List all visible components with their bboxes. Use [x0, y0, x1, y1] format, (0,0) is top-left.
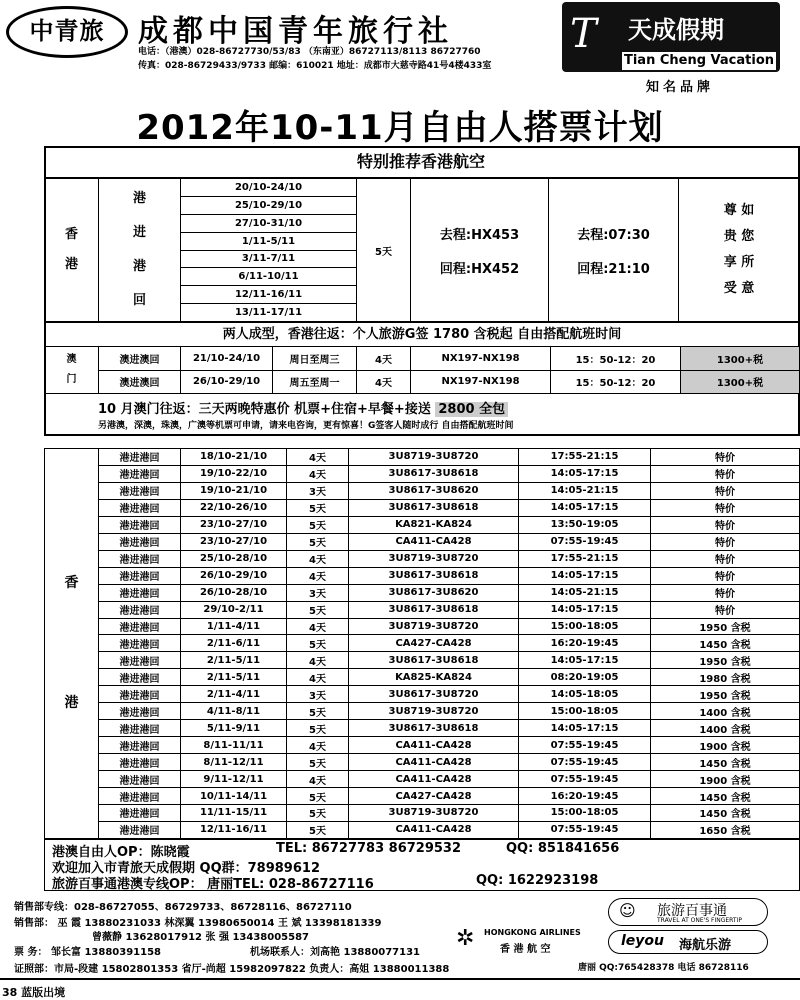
price-cell: 1450 含税 — [651, 754, 800, 771]
time-cell: 14:05-17:15 — [519, 567, 651, 584]
days-cell: 5天 — [287, 703, 349, 720]
route-cell: 港进港回 — [99, 584, 181, 601]
brand-cn: 天成假期 — [628, 15, 724, 44]
date-cell: 23/10-27/10 — [181, 516, 287, 533]
flight-cell: NX197-NX198 — [411, 347, 551, 371]
flight-cell: CA411-CA428 — [349, 771, 519, 788]
flight-cell: 3U8719-3U8720 — [349, 449, 519, 466]
days-cell: 5天 — [287, 516, 349, 533]
route-cell: 港进港回 — [99, 449, 181, 466]
route-cell: 港进港回 — [99, 788, 181, 805]
logo-text: 中青旅 — [29, 16, 105, 45]
time-cell: 16:20-19:45 — [519, 635, 651, 652]
table-row — [45, 465, 800, 482]
bauhinia-icon: ✲ — [456, 926, 475, 951]
price-cell: 特价 — [651, 499, 800, 516]
face-icon: ☺ — [619, 901, 636, 920]
days-cell: 5天 — [287, 720, 349, 737]
flight-cell: 3U8719-3U8720 — [349, 618, 519, 635]
table-row — [45, 703, 800, 720]
price-cell: 1400 含税 — [651, 703, 800, 720]
price-cell: 1650 含税 — [651, 821, 800, 838]
region-cell: 香 港 — [45, 449, 99, 839]
flight-cell: 3U8617-3U8618 — [349, 465, 519, 482]
route-cell: 港进港回 — [99, 652, 181, 669]
route-cell: 港进港回 — [99, 618, 181, 635]
leyou-cn: 海航乐游 — [679, 938, 732, 953]
days-cell: 4天 — [287, 652, 349, 669]
macau-promo — [98, 398, 508, 417]
price-cell: 1980 含税 — [651, 669, 800, 686]
page-title: 2012年10-11月自由人搭票计划 — [136, 108, 664, 148]
date-cell: 10/11-14/11 — [181, 788, 287, 805]
flight-cell: CA411-CA428 — [349, 533, 519, 550]
route-cell: 港进港回 — [99, 754, 181, 771]
days-cell: 5天 — [287, 635, 349, 652]
price-cell: 1450 含税 — [651, 635, 800, 652]
date-cell: 6/11-10/11 — [181, 268, 357, 286]
leyou-en: leyou — [621, 933, 665, 949]
days-cell: 5天 — [287, 533, 349, 550]
route-cell: 澳进澳回 — [99, 347, 181, 371]
table-row — [45, 449, 800, 466]
time-cell: 17:55-21:15 — [519, 550, 651, 567]
price-cell: 特价 — [651, 533, 800, 550]
time-cell: 14:05-17:15 — [519, 652, 651, 669]
price-cell: 特价 — [651, 449, 800, 466]
time-cell: 14:05-17:15 — [519, 720, 651, 737]
date-cell: 11/11-15/11 — [181, 805, 287, 822]
time-cell: 15:00-18:05 — [519, 805, 651, 822]
price-cell: 1950 含税 — [651, 652, 800, 669]
days-cell: 5天 — [287, 805, 349, 822]
date-cell: 26/10-29/10 — [181, 370, 273, 394]
macau-table — [44, 346, 800, 394]
time-cell: 07:55-19:45 — [519, 821, 651, 838]
time-cell: 08:20-19:05 — [519, 669, 651, 686]
flight-cell: 3U8617-3U8620 — [349, 584, 519, 601]
macau-promo-price: 2800 全包 — [435, 402, 508, 417]
table-row — [45, 601, 800, 618]
flight-cell: KA825-KA824 — [349, 669, 519, 686]
table-row — [45, 584, 800, 601]
flight-cell: 3U8617-3U8618 — [349, 499, 519, 516]
hk-airlines-logo — [456, 926, 596, 956]
table-row — [45, 370, 800, 394]
travel-logo-en: TRAVEL AT ONE'S FINGERTIP — [657, 917, 742, 924]
route-cell: 港进港回 — [99, 499, 181, 516]
price-cell: 1950 含税 — [651, 686, 800, 703]
op2-qq: QQ: 1622923198 — [476, 873, 599, 888]
days-cell: 4天 — [287, 567, 349, 584]
macau-note: 另港澳，深澳，珠澳，广澳等机票可申请，请来电咨询，更有惊喜！G签客人随时成行 自由搭配航班时间 — [98, 421, 514, 431]
flight-cell: CA411-CA428 — [349, 737, 519, 754]
date-cell: 2/11-5/11 — [181, 652, 287, 669]
time-cell: 17:55-21:15 — [519, 449, 651, 466]
table-row — [45, 669, 800, 686]
week-cell: 周五至周一 — [273, 370, 357, 394]
time-cell: 16:20-19:45 — [519, 788, 651, 805]
date-cell: 19/10-21/10 — [181, 482, 287, 499]
airport-contact: 机场联系人：刘高艳 13880077131 — [250, 947, 421, 958]
date-cell: 23/10-27/10 — [181, 533, 287, 550]
table-row — [45, 567, 800, 584]
date-cell: 22/10-26/10 — [181, 499, 287, 516]
agency-name: 成都中国青年旅行社 — [138, 14, 453, 49]
macau-promo-text: 10 月澳门往返：三天两晚特惠价 机票+住宿+早餐+接送 — [98, 402, 431, 417]
hk-special-table — [44, 178, 800, 322]
price-cell: 特价 — [651, 567, 800, 584]
price-cell: 特价 — [651, 465, 800, 482]
days-cell: 4天 — [287, 550, 349, 567]
tang-contact: 唐丽 QQ:765428378 电话 86728116 — [578, 963, 749, 973]
route-cell: 港进港回 — [99, 567, 181, 584]
flight-cell: 3U8719-3U8720 — [349, 703, 519, 720]
route-cell: 港进港回 — [99, 737, 181, 754]
days-cell: 4天 — [357, 370, 411, 394]
route-cell: 港进港回 — [99, 720, 181, 737]
route-cell: 港进港回 — [99, 821, 181, 838]
days-cell: 5天 — [287, 754, 349, 771]
days-cell: 4天 — [357, 347, 411, 371]
agency-logo — [6, 6, 128, 58]
days-cell: 4天 — [287, 771, 349, 788]
license-dept: 证照部：市局-段建 15802801353 省厅-尚超 15982097822 负责人：高姐 13880011388 — [14, 964, 450, 975]
route-cell: 港进港回 — [99, 601, 181, 618]
contact-phone: 电话：（港澳）028-86727730/53/83 （东南亚）86727113/8113 86727760 — [138, 47, 481, 57]
famous-brand: 知名品牌 — [646, 80, 715, 95]
date-cell: 18/10-21/10 — [181, 449, 287, 466]
date-cell: 4/11-8/11 — [181, 703, 287, 720]
days-cell: 4天 — [287, 618, 349, 635]
flight-cell: 3U8617-3U8618 — [349, 652, 519, 669]
route-cell: 港进港回 — [99, 805, 181, 822]
side-note-cell: 尊 如 贵 您 享 所 受 意 — [679, 179, 800, 322]
flight-cell: 3U8617-3U8720 — [349, 686, 519, 703]
route-cell: 澳进澳回 — [99, 370, 181, 394]
date-cell: 26/10-28/10 — [181, 584, 287, 601]
days-cell: 5天 — [287, 601, 349, 618]
date-cell: 25/10-29/10 — [181, 196, 357, 214]
table-row — [45, 533, 800, 550]
days-cell: 4天 — [287, 465, 349, 482]
price-cell: 特价 — [651, 516, 800, 533]
route-cell: 港进港回 — [99, 550, 181, 567]
brand-en: Tian Cheng Vacation — [623, 53, 775, 68]
route-cell: 港进港回 — [99, 703, 181, 720]
date-cell: 29/10-2/11 — [181, 601, 287, 618]
flight-cell: 3U8719-3U8720 — [349, 805, 519, 822]
date-cell: 2/11-5/11 — [181, 669, 287, 686]
table-row — [45, 652, 800, 669]
route-cell: 港 进 港 回 — [99, 179, 181, 322]
table-row — [45, 754, 800, 771]
time-cell: 14:05-18:05 — [519, 686, 651, 703]
time-cell: 07:55-19:45 — [519, 754, 651, 771]
price-cell: 特价 — [651, 601, 800, 618]
op-qq: QQ: 851841656 — [506, 841, 620, 856]
flight-cell: CA411-CA428 — [349, 754, 519, 771]
time-cell: 07:55-19:45 — [519, 533, 651, 550]
ticket-staff: 票 务： 邹长富 13880391158 — [14, 947, 161, 958]
time-cell: 13:50-19:05 — [519, 516, 651, 533]
brand-swirl-icon: T — [570, 11, 597, 57]
price-cell: 1450 含税 — [651, 788, 800, 805]
table-row — [45, 788, 800, 805]
flight-cell: 去程:HX453 回程:HX452 — [411, 179, 549, 322]
route-cell: 港进港回 — [99, 686, 181, 703]
hk-special-note: 两人成型，香港往返：个人旅游G签 1780 含税起 自由搭配航班时间 — [44, 322, 800, 346]
flight-cell: 3U8719-3U8720 — [349, 550, 519, 567]
price-cell: 1450 含税 — [651, 805, 800, 822]
time-cell: 14:05-21:15 — [519, 482, 651, 499]
table-row — [45, 347, 800, 371]
sales-staff-2: 曾薇静 13628017912 张 强 13438005587 — [92, 932, 310, 943]
route-cell: 港进港回 — [99, 516, 181, 533]
date-cell: 3/11-7/11 — [181, 250, 357, 268]
time-cell: 去程:07:30 回程:21:10 — [549, 179, 679, 322]
sales-line: 销售部专线：028-86727055、86729733、86728116、86727110 — [14, 902, 352, 913]
footer-divider — [0, 978, 800, 980]
price-cell: 1900 含税 — [651, 771, 800, 788]
flight-cell: 3U8617-3U8620 — [349, 482, 519, 499]
table-row — [45, 737, 800, 754]
price-cell: 特价 — [651, 584, 800, 601]
time-cell: 15：50-12：20 — [551, 347, 681, 371]
flight-cell: CA427-CA428 — [349, 788, 519, 805]
price-cell: 特价 — [651, 482, 800, 499]
date-cell: 8/11-11/11 — [181, 737, 287, 754]
op-tel: TEL: 86727783 86729532 — [276, 841, 462, 856]
table-row — [45, 805, 800, 822]
date-cell: 9/11-12/11 — [181, 771, 287, 788]
date-cell: 13/11-17/11 — [181, 304, 357, 322]
date-cell: 25/10-28/10 — [181, 550, 287, 567]
table-row — [45, 720, 800, 737]
airline-en: HONGKONG AIRLINES — [484, 928, 581, 937]
leyou-logo — [608, 930, 768, 954]
hk-flight-table — [44, 448, 800, 839]
region-cell: 香 港 — [45, 179, 99, 322]
time-cell: 15：50-12：20 — [551, 370, 681, 394]
flight-cell: NX197-NX198 — [411, 370, 551, 394]
time-cell: 14:05-17:15 — [519, 499, 651, 516]
op-contact: 港澳自由人OP：陈晓霞 — [52, 845, 190, 860]
table-row — [45, 499, 800, 516]
table-row — [45, 482, 800, 499]
sales-staff: 销售部： 巫 霞 13880231033 林深翼 13980650014 王 斌 13398181339 — [14, 918, 382, 929]
airline-cn: 香 港 航 空 — [500, 944, 551, 955]
date-cell: 12/11-16/11 — [181, 821, 287, 838]
route-cell: 港进港回 — [99, 635, 181, 652]
price-cell: 1300+税 — [681, 347, 800, 371]
days-cell: 5天 — [287, 821, 349, 838]
table-row — [45, 618, 800, 635]
date-cell: 27/10-31/10 — [181, 214, 357, 232]
route-cell: 港进港回 — [99, 533, 181, 550]
flight-cell: 3U8617-3U8618 — [349, 720, 519, 737]
week-cell: 周日至周三 — [273, 347, 357, 371]
date-cell: 1/11-4/11 — [181, 618, 287, 635]
days-cell: 3天 — [287, 482, 349, 499]
flight-cell: 3U8617-3U8618 — [349, 601, 519, 618]
qq-group: 欢迎加入市青旅天成假期 QQ群：78989612 — [52, 861, 320, 876]
travel-logo-text: 旅游百事通 — [657, 903, 727, 919]
days-cell: 4天 — [287, 669, 349, 686]
time-cell: 15:00-18:05 — [519, 703, 651, 720]
table-row — [45, 550, 800, 567]
price-cell: 1400 含税 — [651, 720, 800, 737]
route-cell: 港进港回 — [99, 669, 181, 686]
route-cell: 港进港回 — [99, 771, 181, 788]
flight-cell: KA821-KA824 — [349, 516, 519, 533]
days-cell: 5天 — [287, 499, 349, 516]
time-cell: 07:55-19:45 — [519, 737, 651, 754]
time-cell: 14:05-21:15 — [519, 584, 651, 601]
date-cell: 2/11-6/11 — [181, 635, 287, 652]
table-row — [45, 821, 800, 838]
time-cell: 07:55-19:45 — [519, 771, 651, 788]
table-row — [45, 771, 800, 788]
date-cell: 1/11-5/11 — [181, 232, 357, 250]
time-cell: 15:00-18:05 — [519, 618, 651, 635]
days-cell: 4天 — [287, 449, 349, 466]
date-cell: 2/11-4/11 — [181, 686, 287, 703]
date-cell: 26/10-29/10 — [181, 567, 287, 584]
travel-logo — [608, 898, 768, 926]
table-row — [45, 686, 800, 703]
route-cell: 港进港回 — [99, 465, 181, 482]
brand-logo — [562, 2, 780, 72]
table-row — [45, 635, 800, 652]
date-cell: 19/10-22/10 — [181, 465, 287, 482]
date-cell: 21/10-24/10 — [181, 347, 273, 371]
time-cell: 14:05-17:15 — [519, 465, 651, 482]
region-cell: 澳 门 — [45, 347, 99, 394]
header — [0, 0, 800, 95]
contact-fax: 传真：028-86729433/9733 邮编：610021 地址：成都市大慈寺路41号4楼433室 — [138, 61, 492, 71]
days-cell: 5天 — [287, 788, 349, 805]
op2-contact: 旅游百事通港澳专线OP： 唐丽TEL: 028-86727116 — [52, 877, 374, 892]
flight-cell: CA427-CA428 — [349, 635, 519, 652]
time-cell: 14:05-17:15 — [519, 601, 651, 618]
hk-airlines-heading: 特别推荐香港航空 — [44, 146, 798, 178]
days-cell: 5天 — [357, 179, 411, 322]
page-number: 38 蓝版出境 — [2, 986, 66, 999]
date-cell: 5/11-9/11 — [181, 720, 287, 737]
price-cell: 1300+税 — [681, 370, 800, 394]
days-cell: 3天 — [287, 686, 349, 703]
days-cell: 3天 — [287, 584, 349, 601]
price-cell: 1900 含税 — [651, 737, 800, 754]
date-cell: 12/11-16/11 — [181, 286, 357, 304]
table-row — [45, 179, 800, 197]
date-cell: 20/10-24/10 — [181, 179, 357, 197]
days-cell: 4天 — [287, 737, 349, 754]
price-cell: 特价 — [651, 550, 800, 567]
flight-cell: CA411-CA428 — [349, 821, 519, 838]
route-cell: 港进港回 — [99, 482, 181, 499]
flight-cell: 3U8617-3U8618 — [349, 567, 519, 584]
date-cell: 8/11-12/11 — [181, 754, 287, 771]
table-row — [45, 516, 800, 533]
price-cell: 1950 含税 — [651, 618, 800, 635]
